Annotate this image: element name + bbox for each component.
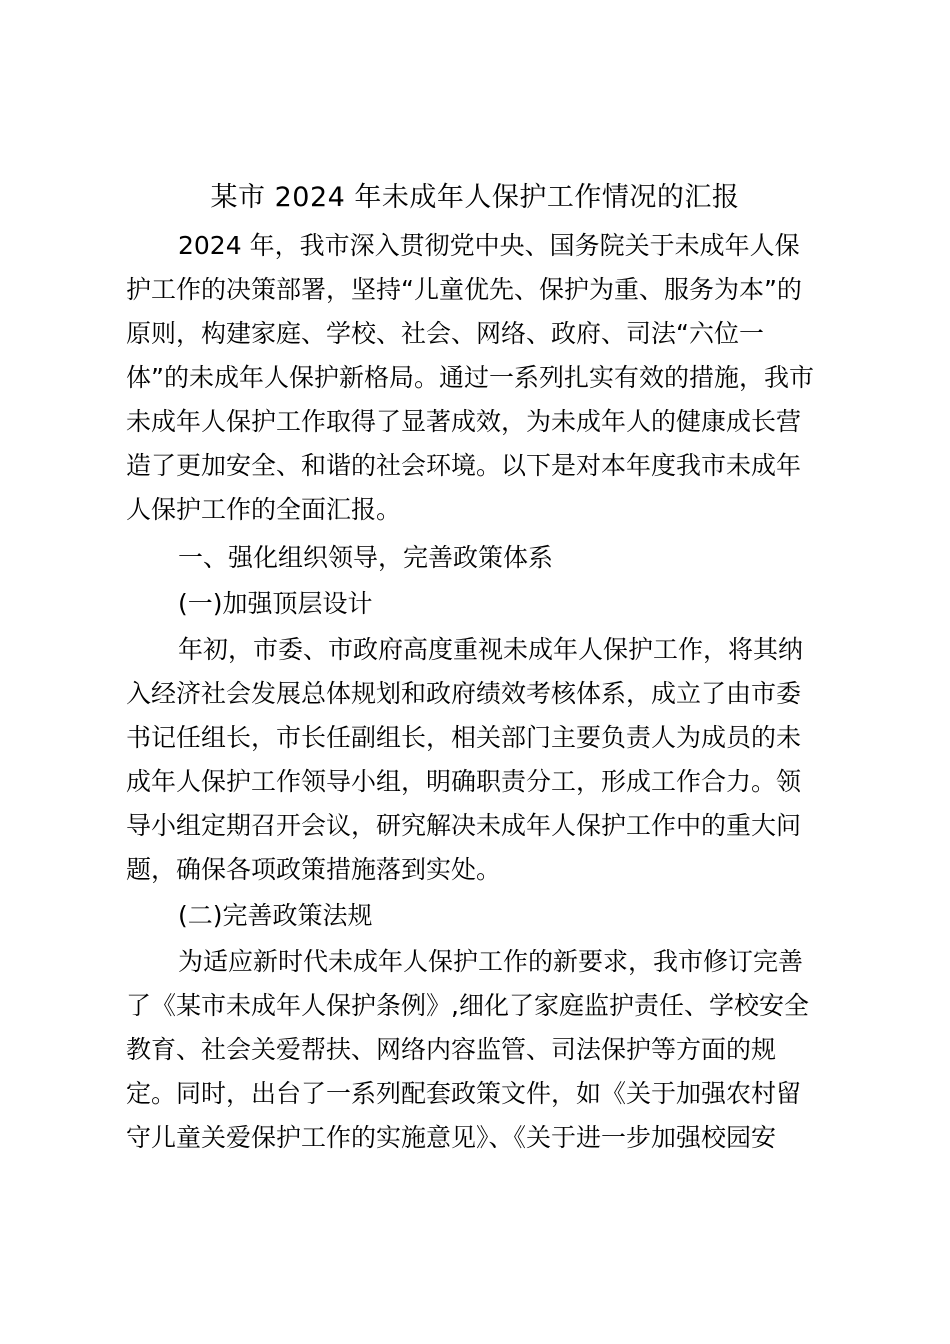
paragraph-line: 定。同时，出台了一系列配套政策文件，如《关于加强农村留: [126, 1079, 802, 1108]
paragraph-line: 题，确保各项政策措施落到实处。: [126, 855, 502, 884]
paragraph-line: 书记任组长，市长任副组长，相关部门主要负责人为成员的未: [126, 723, 802, 752]
paragraph-line: 2024 年，我市深入贯彻党中央、国务院关于未成年人保: [178, 231, 800, 260]
paragraph-line: 造了更加安全、和谐的社会环境。以下是对本年度我市未成年: [126, 451, 802, 480]
paragraph-line: 体”的未成年人保护新格局。通过一系列扎实有效的措施，我市: [126, 363, 814, 392]
paragraph-line: 入经济社会发展总体规划和政府绩效考核体系，成立了由市委: [126, 679, 802, 708]
subsection-heading: (一)加强顶层设计: [178, 589, 373, 618]
document-title: 某市 2024 年未成年人保护工作情况的汇报: [210, 182, 740, 213]
paragraph-line: 为适应新时代未成年人保护工作的新要求，我市修订完善: [178, 947, 804, 976]
paragraph-line: 年初，市委、市政府高度重视未成年人保护工作，将其纳: [178, 635, 804, 664]
paragraph-line: 未成年人保护工作取得了显著成效，为未成年人的健康成长营: [126, 407, 802, 436]
paragraph-line: 教育、社会关爱帮扶、网络内容监管、司法保护等方面的规: [126, 1035, 777, 1064]
section-heading: 一、强化组织领导，完善政策体系: [178, 543, 554, 572]
paragraph-line: 守儿童关爱保护工作的实施意见》、《关于进一步加强校园安: [126, 1123, 777, 1152]
paragraph-line: 原则，构建家庭、学校、社会、网络、政府、司法“六位一: [126, 319, 764, 348]
paragraph-line: 护工作的决策部署，坚持“儿童优先、保护为重、服务为本”的: [126, 275, 802, 304]
paragraph-line: 人保护工作的全面汇报。: [126, 495, 402, 524]
subsection-heading: (二)完善政策法规: [178, 901, 373, 930]
paragraph-line: 成年人保护工作领导小组，明确职责分工，形成工作合力。领: [126, 767, 802, 796]
paragraph-line: 导小组定期召开会议，研究解决未成年人保护工作中的重大问: [126, 811, 802, 840]
paragraph-line: 了《某市未成年人保护条例》,细化了家庭监护责任、学校安全: [126, 991, 809, 1020]
